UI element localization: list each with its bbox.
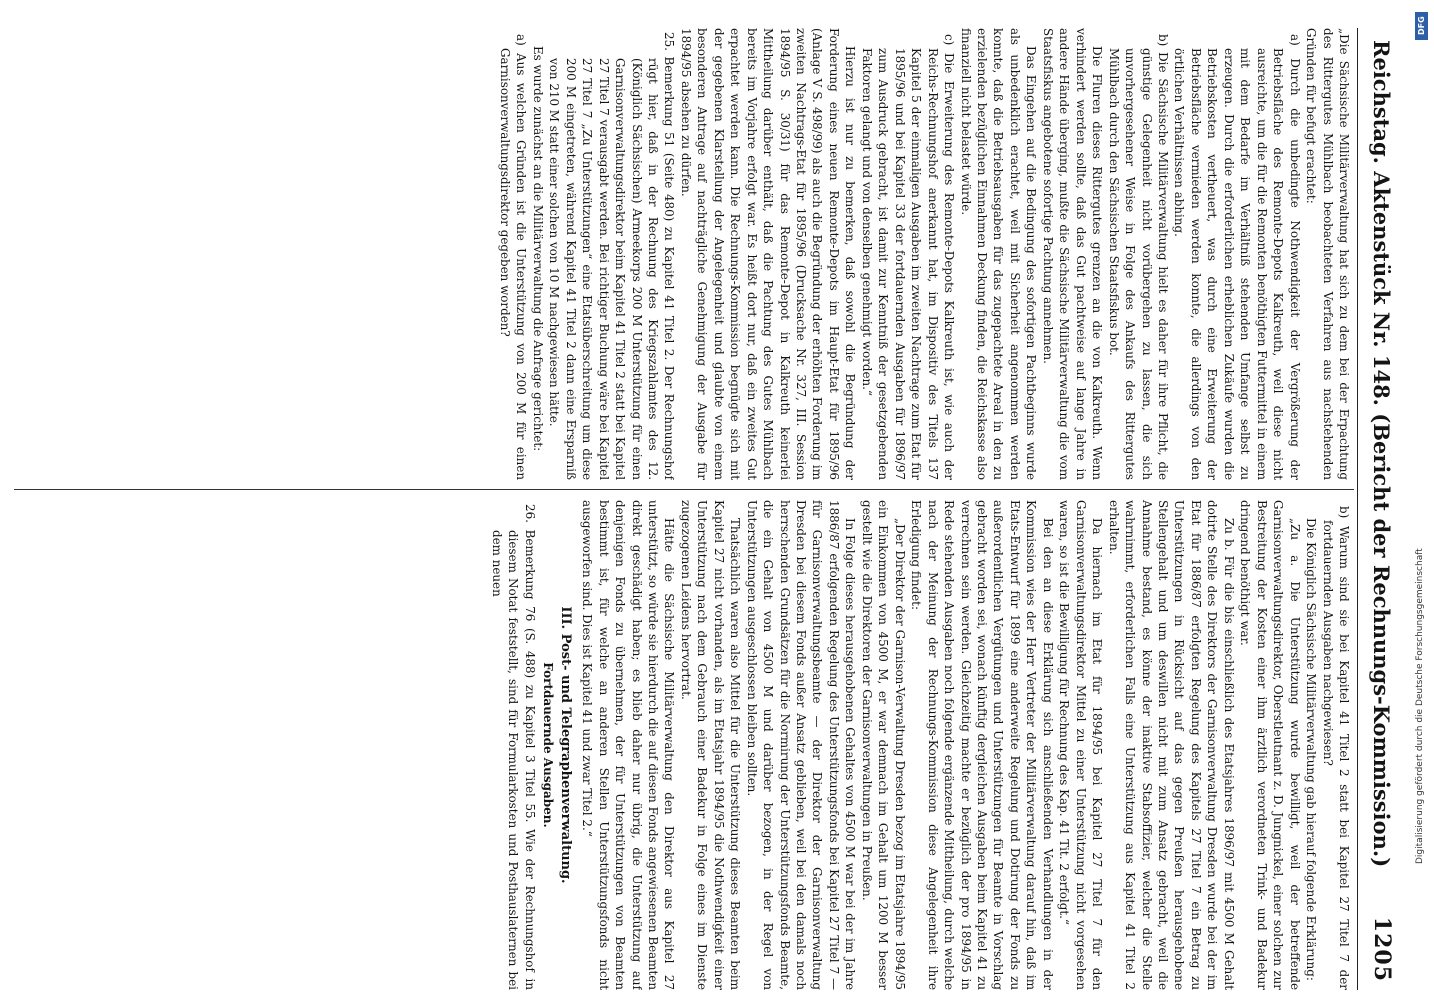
paragraph: „Die Sächsische Militärverwaltung hat sich zu dem bei der Erpachtung des Rittergutes Mühlbach beobachteten Verfahren aus nachstehenden Gründen für befugt erachtet: bbox=[1304, 28, 1351, 480]
paragraph: Die Fluren dieses Rittergutes grenzen an die von Kalkreuth. Wenn verhindert werden sollte, daß das Gut pachtweise auf lange Jahre in andere Hände überging, mußte die Sächsische Militärverwaltung die vom Staatsfiskus angebotene sofortige Pachtung annehmen. bbox=[1040, 28, 1105, 480]
paragraph: Bei den an diese Erklärung sich anschließenden Verhandlungen in der Kommission wies der Herr Vertreter der Militärverwaltung darauf hin, daß im Etats-Entwurf für 1899 eine anderweite Regelung und Dotirung der Fonds zu außerordentlichen Vergütungen und Unterstützungen für Beamte in Vorschlag gebracht worden sei, wonach künftig dergleichen Ausgaben beim Kapitel 41 zu verrechnen sein werden. Gleichzeitig machte er bezüglich der pro 1894/95 in Rede stehenden Ausgaben noch folgende ergänzende Mittheilung, durch welche nach der Meinung der Rechnungs-Kommission diese Angelegenheit ihre Erledigung findet: bbox=[909, 500, 1055, 990]
paragraph: Die Königlich Sächsische Militärverwaltung gab hierauf folgende Erklärung: bbox=[1304, 518, 1319, 981]
margin-note bbox=[1413, 6, 1431, 996]
paragraph: Zu b. Für die bis einschließlich des Etatsjahres 1896/97 mit 4500 M Gehalt dotirte Stelle des Direktors der Garnisonverwaltung Dresden wurde bei der im Etat für 1886/87 erfolgten Regelung des Kapitels 27 Titel 7 ein Betrag zu Unterstützungen in Rücksicht auf das gegen Preußen herausgehobene Stellengehalt und um deswillen nicht mit zum Ansatz gebracht, weil die Annahme bestand, es könne der inaktive Stabsoffizier, welcher die Stelle wahrnimmt, erforderlichen Falls eine Unterstützung aus Kapitel 41 Titel 2 erhalten. bbox=[1106, 500, 1236, 990]
list-item: b) Die Sächsische Militärverwaltung hielt es daher für ihre Pflicht, die günstige Gelegenheit nicht vorübergehen zu lassen, die sich unvorhergesehener Weise in Folge des Ankaufs des Rittergutes Mühlbach durch den Sächsischen Staatsfiskus bot. bbox=[1106, 34, 1171, 480]
paragraph: Thatsächlich waren also Mittel für die Unterstützung dieses Beamten beim Kapitel 27 nicht vorhanden, als im Etatsjahr 1894/95 die Nothwendigkeit einer Unterstützung nach dem Gebrauch einer Badekur in Folge eines im Dienste zugezogenen Leidens hervortrat. bbox=[678, 500, 743, 990]
list-item: b) Warum sind sie bei Kapitel 41 Titel 2 statt bei Kapitel 27 Titel 7 der fortdauernden Ausgaben nachgewiesen? bbox=[1320, 506, 1351, 990]
paragraph: „Der Direktor der Garnison-Verwaltung Dresden bezog im Etatsjahre 1894/95 ein Einkommen von 4500 M, er war demnach im Gehalt um 1200 M besser gestellt wie die Direktoren der Garnisonverwaltungen in Preußen. bbox=[859, 500, 907, 990]
header-title: Reichstag. Aktenstück Nr. 148. (Bericht der Rechnungs-Kommission.) bbox=[1369, 40, 1395, 868]
left-column bbox=[12, 28, 1352, 480]
remark-25: 25. Bemerkung 51 (Seite 480) zu Kapitel 41 Titel 2. Der Rechnungshof rügt hier, daß in der Rechnung des Kriegszahlamtes des 12. (Königlich Sächsischen) Armeekorps 200 M Unterstützung für einen Garnisonverwaltungsdirektor beim Kapitel 41 Titel 2 statt bei Kapitel 27 Titel 7 verausgabt werden. Bei richtiger Buchung wäre bei Kapitel 27 Titel 7 „Zu Unterstützungen“ eine Etatsüberschreitung um diese 200 M eingetreten, während Kapitel 41 Titel 2 dann eine Ersparniß von 210 M statt einer solchen von 10 M nachgewiesen hätte. bbox=[547, 32, 677, 480]
remark-26: 26. Bemerkung 76 (S. 488) zu Kapitel 3 Titel 55. Wie der Rechnungshof in diesem Notat feststellt, sind für Formularkosten und Posthauslaternen bei dem neuen bbox=[489, 504, 537, 990]
paragraph: Da hiernach im Etat für 1894/95 bei Kapitel 27 Titel 7 für den Garnisonverwaltungsdirektor Mittel zu einer Unterstützung nicht vorgesehen waren, so ist die Bewilligung für Rechnung des Kap. 41 Tit. 2 erfolgt.“ bbox=[1057, 500, 1105, 990]
list-item: a) Durch die unbedingte Nothwendigkeit der Vergrößerung der Betriebsfläche des Remonte-Depots Kalkreuth, weil diese nicht ausreichte, um die für die Remonten benöthigten Futtermittel in einem mit dem Bedarfe im Verhältniß stehenden Umfange selbst zu erzeugen. Durch die erforderlichen erheblichen Zukäufe wurden die Betriebskosten vertheuert, was durch eine Erweiterung der Betriebsfläche vermieden werden konnte, die allerdings von den örtlichen Verhältnissen abhing. bbox=[1172, 34, 1302, 480]
header-rule bbox=[1357, 28, 1358, 990]
paragraph: Das Eingehen auf die Bedingung des sofortigen Pachtbeginns wurde als unbedenklich erachtet, weil mit Sicherheit angenommen werden konnte, daß die Betriebsausgaben für das zugepachtete Areal in den zu erzielenden bezüglichen Einnahmen Deckung finden, die Reichskasse also finanziell nicht belastet würde. bbox=[958, 28, 1039, 480]
list-item: c) Die Erweiterung des Remonte-Depots Kalkreuth ist, wie auch der Reichs-Rechnungshof anerkannt hat, im Dispositiv des Titels 137 Kapitel 5 der einmaligen Ausgaben im zweiten Nachtrage zum Etat für 1895/96 und bei Kapitel 33 der fortdauernden Ausgaben für 1896/97 zum Ausdruck gebracht, ist damit zur Kenntniß der gesetzgebenden Faktoren gelangt und von denselben genehmigt worden.“ bbox=[859, 34, 957, 480]
paragraph: In Folge dieses herausgehobenen Gehaltes von 4500 M war bei der im Jahre 1886/87 erfolgenden Regelung des Unterstützungsfonds bei Kapitel 27 Titel 7 — für Garnisonverwaltungsbeamte — der Direktor der Garnisonverwaltung Dresden bei diesem Fonds außer Ansatz geblieben, weil bei den damals noch herrschenden Grundsätzen für die Normirung der Unterstützungsfonds Beamte, die ein Gehalt von 4500 M und darüber bezogen, in der Regel von Unterstützungen ausgeschlossen bleiben sollten. bbox=[744, 500, 858, 990]
column-divider bbox=[14, 489, 1354, 490]
section-heading: III. Post- und Telegraphenverwaltung. bbox=[557, 606, 573, 884]
digitization-note: Digitalisierung gefördert durch die Deutsche Forschungsgemeinschaft bbox=[1415, 548, 1425, 864]
paragraph: Hierzu ist nur zu bemerken, daß sowohl die Begründung der Forderung eines neuen Remonte-Depots im Haupt-Etat für 1895/96 (Anlage V S. 498/99) als auch die Begründung der erhöhten Forderung im zweiten Nachtrags-Etat für 1895/96 (Drucksache Nr. 327, III. Session 1894/95 S. 30/31) für das Remonte-Depot in Kalkreuth keinerlei Mittheilung darüber enthält, daß die Pachtung des Gutes Mühlbach bereits im Vorjahre erfolgt war. Es heißt dort nur, daß ein zweites Gut erpachtet werden kann. Die Rechnungs-Kommission begnügte sich mit der gegebenen Klarstellung der Angelegenheit und glaubte von einem besonderen Antrage auf nachträgliche Genehmigung der Ausgabe für 1894/95 absehen zu dürfen. bbox=[678, 28, 858, 480]
dfg-logo: DFG bbox=[1415, 12, 1428, 40]
paragraph: Es wurde zunächst an die Militärverwaltung die Anfrage gerichtet: bbox=[530, 46, 545, 452]
page-number: 1205 bbox=[1369, 916, 1395, 982]
right-column bbox=[12, 500, 1352, 990]
list-item: a) Aus welchen Gründen ist die Unterstützung von 200 M für einen Garnisonverwaltungsdirektor gegeben worden? bbox=[497, 34, 529, 480]
paragraph: „Zu a. Die Unterstützung wurde bewilligt, weil der betreffende Garnisonverwaltungsdirektor, Oberstleutnant z. D. Jungnickel, einer solchen zur Bestreitung der Kosten einer ihm ärztlich verordneten Trink- und Badekur dringend benöthigt war. bbox=[1238, 500, 1302, 990]
paragraph: Hätte die Sächsische Militärverwaltung den Direktor aus Kapitel 27 unterstützt, so würde sie hierdurch die auf diesen Fonds angewiesenen Beamten direkt geschädigt haben; es blieb daher nur übrig, die Unterstützung auf denjenigen Fonds zu übernehmen, der für Unterstützungen von Beamten bestimmt ist, für welche an anderen Stellen Unterstützungsfonds nicht ausgeworfen sind. Dies ist Kapitel 41 und zwar Titel 2.“ bbox=[580, 500, 677, 990]
section-subheading: Fortdauernde Ausgaben. bbox=[541, 662, 556, 828]
page-header bbox=[1362, 40, 1402, 982]
